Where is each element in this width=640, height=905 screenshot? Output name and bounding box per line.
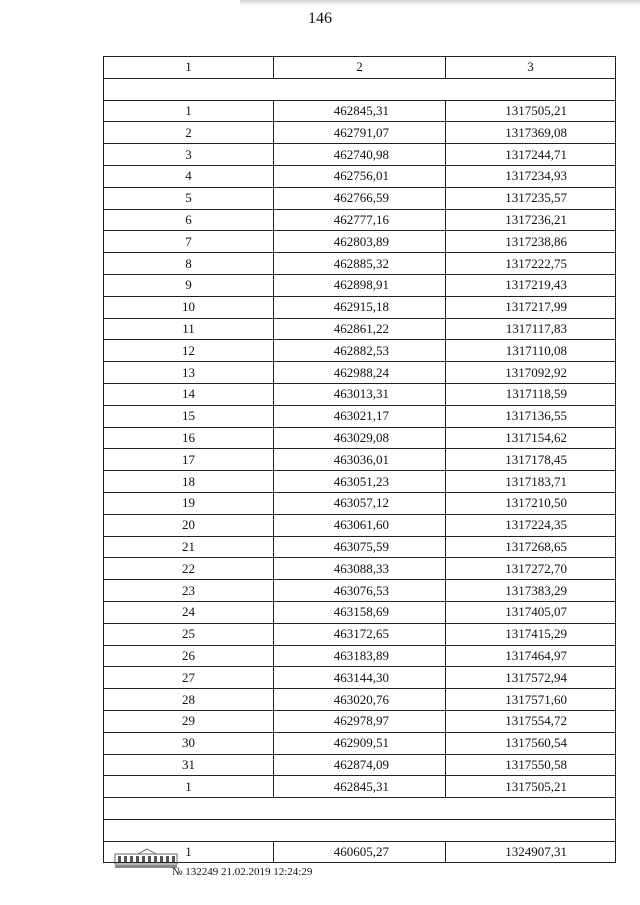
table-row [104, 318, 616, 340]
blank-cell [104, 78, 616, 100]
y-coordinate-cell: 1317550,58 [446, 754, 616, 776]
point-number-cell: 18 [104, 471, 274, 493]
point-number-cell: 13 [104, 362, 274, 384]
table-row [104, 187, 616, 209]
y-coordinate-cell: 1317405,07 [446, 601, 616, 623]
page-number: 146 [308, 10, 332, 27]
point-number-cell: 28 [104, 689, 274, 711]
stamp-graphic [114, 846, 180, 870]
y-coordinate-cell: 1317560,54 [446, 732, 616, 754]
point-number-cell: 20 [104, 514, 274, 536]
y-coordinate-cell: 1317505,21 [446, 776, 616, 798]
table-row [104, 471, 616, 493]
x-coordinate-cell: 462909,51 [274, 732, 446, 754]
x-coordinate-cell: 462978,97 [274, 710, 446, 732]
point-number-cell: 6 [104, 209, 274, 231]
x-coordinate-cell: 463051,23 [274, 471, 446, 493]
point-number-cell: 16 [104, 427, 274, 449]
x-coordinate-cell: 463021,17 [274, 405, 446, 427]
point-number-cell: 31 [104, 754, 274, 776]
x-coordinate-cell: 462766,59 [274, 187, 446, 209]
point-number-cell: 30 [104, 732, 274, 754]
table-row [104, 231, 616, 253]
table-row [104, 558, 616, 580]
y-coordinate-cell: 1317110,08 [446, 340, 616, 362]
x-coordinate-cell: 462988,24 [274, 362, 446, 384]
table-row [104, 449, 616, 471]
separator-cell [104, 819, 616, 841]
registration-number: № 132249 21.02.2019 12:24:29 [172, 866, 313, 878]
x-coordinate-cell: 462915,18 [274, 296, 446, 318]
point-number-cell: 17 [104, 449, 274, 471]
point-number-cell: 5 [104, 187, 274, 209]
x-coordinate-cell: 463057,12 [274, 492, 446, 514]
y-coordinate-cell: 1317505,21 [446, 100, 616, 122]
y-coordinate-cell: 1317383,29 [446, 580, 616, 602]
table-row [104, 427, 616, 449]
table-row [104, 165, 616, 187]
point-number-cell: 1 [104, 100, 274, 122]
point-number-cell: 10 [104, 296, 274, 318]
y-coordinate-cell: 1317224,35 [446, 514, 616, 536]
y-coordinate-cell: 1317092,92 [446, 362, 616, 384]
point-number-cell: 29 [104, 710, 274, 732]
y-coordinate-cell: 1317178,45 [446, 449, 616, 471]
point-number-cell: 15 [104, 405, 274, 427]
table-row [104, 710, 616, 732]
point-number-cell: 12 [104, 340, 274, 362]
table-row [104, 122, 616, 144]
point-number-cell: 14 [104, 383, 274, 405]
y-coordinate-cell: 1317369,08 [446, 122, 616, 144]
x-coordinate-cell: 463076,53 [274, 580, 446, 602]
point-number-cell: 1 [104, 776, 274, 798]
coordinates-table [103, 56, 616, 863]
y-coordinate-cell: 1317236,21 [446, 209, 616, 231]
x-coordinate-cell: 462845,31 [274, 100, 446, 122]
table-row [104, 405, 616, 427]
x-coordinate-cell: 462885,32 [274, 253, 446, 275]
y-coordinate-cell: 1317464,97 [446, 645, 616, 667]
table-row [104, 492, 616, 514]
x-coordinate-cell: 463036,01 [274, 449, 446, 471]
point-number-cell: 24 [104, 601, 274, 623]
y-coordinate-cell: 1317154,62 [446, 427, 616, 449]
x-coordinate-cell: 463172,65 [274, 623, 446, 645]
y-coordinate-cell: 1317222,75 [446, 253, 616, 275]
point-number-cell: 23 [104, 580, 274, 602]
point-number-cell: 11 [104, 318, 274, 340]
x-coordinate-cell: 462803,89 [274, 231, 446, 253]
y-coordinate-cell: 1317136,55 [446, 405, 616, 427]
header-cell: 3 [446, 57, 616, 79]
table-row [104, 100, 616, 122]
y-coordinate-cell: 1317118,59 [446, 383, 616, 405]
scan-edge [240, 0, 640, 6]
x-coordinate-cell: 463144,30 [274, 667, 446, 689]
y-coordinate-cell: 1317238,86 [446, 231, 616, 253]
point-number-cell: 3 [104, 144, 274, 166]
registration-stamp-image [114, 846, 180, 870]
table-row [104, 645, 616, 667]
x-coordinate-cell: 462861,22 [274, 318, 446, 340]
table-row [104, 274, 616, 296]
x-coordinate-cell: 460605,27 [274, 841, 446, 863]
point-number-cell: 1 [104, 841, 274, 863]
y-coordinate-cell: 1317415,29 [446, 623, 616, 645]
y-coordinate-cell: 1317554,72 [446, 710, 616, 732]
point-number-cell: 9 [104, 274, 274, 296]
x-coordinate-cell: 463029,08 [274, 427, 446, 449]
x-coordinate-cell: 463183,89 [274, 645, 446, 667]
point-number-cell: 19 [104, 492, 274, 514]
x-coordinate-cell: 462791,07 [274, 122, 446, 144]
x-coordinate-cell: 463061,60 [274, 514, 446, 536]
table-row [104, 296, 616, 318]
point-number-cell: 8 [104, 253, 274, 275]
header-cell: 2 [274, 57, 446, 79]
table-row [104, 340, 616, 362]
point-number-cell: 7 [104, 231, 274, 253]
point-number-cell: 2 [104, 122, 274, 144]
table-row [104, 841, 616, 863]
table-header-row [104, 57, 616, 79]
y-coordinate-cell: 1317571,60 [446, 689, 616, 711]
point-number-cell: 22 [104, 558, 274, 580]
table-row [104, 754, 616, 776]
x-coordinate-cell: 463020,76 [274, 689, 446, 711]
point-number-cell: 27 [104, 667, 274, 689]
x-coordinate-cell: 463075,59 [274, 536, 446, 558]
x-coordinate-cell: 462874,09 [274, 754, 446, 776]
point-number-cell: 25 [104, 623, 274, 645]
table-row [104, 776, 616, 798]
y-coordinate-cell: 1317210,50 [446, 492, 616, 514]
point-number-cell: 21 [104, 536, 274, 558]
y-coordinate-cell: 1317244,71 [446, 144, 616, 166]
table-row [104, 536, 616, 558]
y-coordinate-cell: 1317572,94 [446, 667, 616, 689]
table-row [104, 144, 616, 166]
header-cell: 1 [104, 57, 274, 79]
x-coordinate-cell: 462777,16 [274, 209, 446, 231]
separator-row [104, 819, 616, 841]
y-coordinate-cell: 1324907,31 [446, 841, 616, 863]
blank-row [104, 78, 616, 100]
y-coordinate-cell: 1317183,71 [446, 471, 616, 493]
table-row [104, 732, 616, 754]
y-coordinate-cell: 1317235,57 [446, 187, 616, 209]
point-number-cell: 4 [104, 165, 274, 187]
x-coordinate-cell: 463013,31 [274, 383, 446, 405]
x-coordinate-cell: 463158,69 [274, 601, 446, 623]
y-coordinate-cell: 1317234,93 [446, 165, 616, 187]
y-coordinate-cell: 1317272,70 [446, 558, 616, 580]
table-row [104, 362, 616, 384]
table-row [104, 383, 616, 405]
x-coordinate-cell: 462882,53 [274, 340, 446, 362]
x-coordinate-cell: 462898,91 [274, 274, 446, 296]
y-coordinate-cell: 1317219,43 [446, 274, 616, 296]
y-coordinate-cell: 1317217,99 [446, 296, 616, 318]
table-row [104, 514, 616, 536]
table-row [104, 209, 616, 231]
blank-row [104, 798, 616, 820]
table-row [104, 623, 616, 645]
x-coordinate-cell: 462756,01 [274, 165, 446, 187]
x-coordinate-cell: 462845,31 [274, 776, 446, 798]
table-row [104, 253, 616, 275]
blank-cell [104, 798, 616, 820]
table-row [104, 667, 616, 689]
x-coordinate-cell: 463088,33 [274, 558, 446, 580]
y-coordinate-cell: 1317268,65 [446, 536, 616, 558]
x-coordinate-cell: 462740,98 [274, 144, 446, 166]
table-row [104, 601, 616, 623]
table-row [104, 580, 616, 602]
table-row [104, 689, 616, 711]
y-coordinate-cell: 1317117,83 [446, 318, 616, 340]
point-number-cell: 26 [104, 645, 274, 667]
